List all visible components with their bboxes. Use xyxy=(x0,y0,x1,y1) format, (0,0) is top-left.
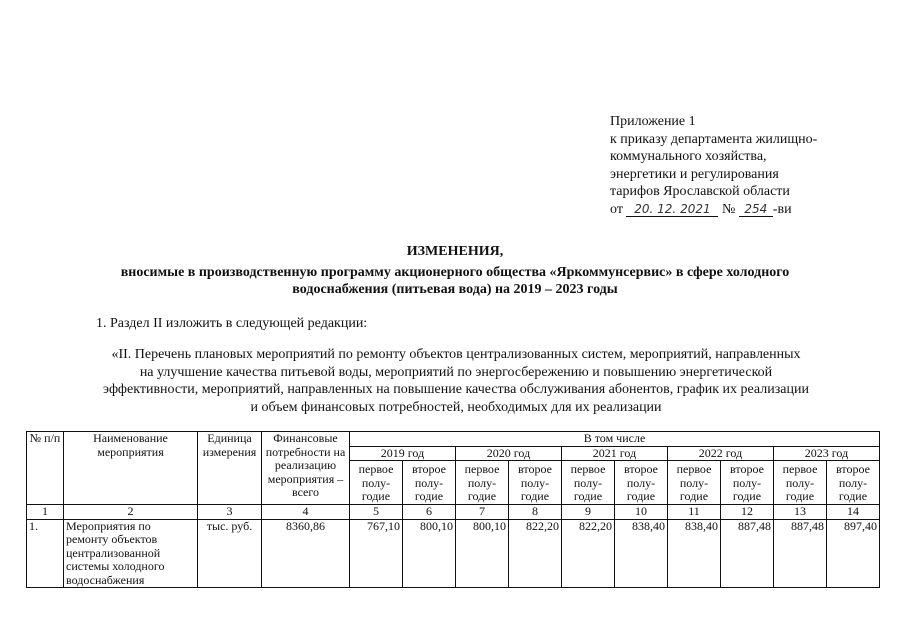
column-number: 10 xyxy=(615,504,668,519)
measures-table xyxy=(26,431,880,588)
header-year: 2022 год xyxy=(668,446,774,461)
table-header-row xyxy=(27,432,880,447)
header-first-half: первое полу-годие xyxy=(456,461,509,505)
appendix-line: коммунального хозяйства, xyxy=(610,149,767,164)
row-value: 838,40 xyxy=(668,519,721,588)
row-value: 822,20 xyxy=(562,519,615,588)
header-second-half: второе полу-годие xyxy=(827,461,880,505)
table-row xyxy=(27,519,880,588)
column-number: 4 xyxy=(262,504,350,519)
header-name: Наименование мероприятия xyxy=(64,432,198,505)
header-including: В том числе xyxy=(350,432,880,447)
header-year: 2020 год xyxy=(456,446,562,461)
number-suffix: -ви xyxy=(772,201,792,217)
header-second-half: второе полу-годие xyxy=(403,461,456,505)
column-number: 9 xyxy=(562,504,615,519)
section-instruction: 1. Раздел II изложить в следующей редакции: xyxy=(96,316,368,331)
header-second-half: второе полу-годие xyxy=(509,461,562,505)
header-second-half: второе полу-годие xyxy=(615,461,668,505)
column-number: 3 xyxy=(198,504,262,519)
header-first-half: первое полу-годие xyxy=(668,461,721,505)
column-number-row xyxy=(27,504,880,519)
header-finance: Финансовые потребности на реализацию мероприятия – всего xyxy=(262,432,350,505)
row-value: 838,40 xyxy=(615,519,668,588)
number-prefix: № xyxy=(721,201,736,217)
quote-line: эффективности, мероприятий, направленных на повышение качества обслуживания абонентов, график их реализации xyxy=(103,382,809,397)
header-first-half: первое полу-годие xyxy=(774,461,827,505)
header-first-half: первое полу-годие xyxy=(350,461,403,505)
document-subheading-line: водоснабжения (питьевая вода) на 2019 – 2023 годы xyxy=(292,282,618,297)
quote-line: на улучшение качества питьевой воды, мероприятий по энергосбережению и повышению энергетической xyxy=(139,364,773,380)
row-value: 897,40 xyxy=(827,519,880,588)
document-heading: ИЗМЕНЕНИЯ, xyxy=(406,244,504,259)
handwritten-number: 254 xyxy=(739,202,773,217)
row-name: Мероприятия по ремонту объектов централизованной системы холодного водоснабжения xyxy=(64,519,198,588)
column-number: 1 xyxy=(27,504,64,519)
column-number: 6 xyxy=(403,504,456,519)
row-total: 8360,86 xyxy=(262,519,350,588)
handwritten-date: 20. 12. 2021 xyxy=(626,202,718,217)
column-number: 14 xyxy=(827,504,880,519)
order-date-number-line xyxy=(610,201,880,219)
row-value: 800,10 xyxy=(456,519,509,588)
header-year: 2021 год xyxy=(562,446,668,461)
row-no: 1. xyxy=(27,519,64,588)
column-number: 13 xyxy=(774,504,827,519)
appendix-line: тарифов Ярославской области xyxy=(610,184,790,199)
row-value: 800,10 xyxy=(403,519,456,588)
section-quote xyxy=(56,346,856,416)
column-number: 2 xyxy=(64,504,198,519)
column-number: 5 xyxy=(350,504,403,519)
header-first-half: первое полу-годие xyxy=(562,461,615,505)
column-number: 7 xyxy=(456,504,509,519)
header-second-half: второе полу-годие xyxy=(721,461,774,505)
header-no: № п/п xyxy=(27,432,64,505)
document-subheading-line: вносимые в производственную программу акционерного общества «Яркоммунсервис» в сфере холодного xyxy=(120,265,790,280)
row-value: 887,48 xyxy=(721,519,774,588)
appendix-line: Приложение 1 xyxy=(610,114,696,129)
quote-line: «II. Перечень плановых мероприятий по ремонту объектов централизованных систем, мероприятий, направленных xyxy=(111,347,801,362)
row-value: 822,20 xyxy=(509,519,562,588)
header-year: 2019 год xyxy=(350,446,456,461)
quote-line: и объем финансовых потребностей, необходимых для их реализации xyxy=(250,399,662,415)
appendix-line: к приказу департамента жилищно- xyxy=(610,131,818,147)
appendix-block xyxy=(610,113,880,218)
row-unit: тыс. руб. xyxy=(198,519,262,588)
column-number: 8 xyxy=(509,504,562,519)
from-prefix: от xyxy=(610,201,623,217)
column-number: 11 xyxy=(668,504,721,519)
header-unit: Единица измерения xyxy=(198,432,262,505)
row-value: 887,48 xyxy=(774,519,827,588)
appendix-line: энергетики и регулирования xyxy=(610,166,779,182)
header-year: 2023 год xyxy=(774,446,880,461)
row-value: 767,10 xyxy=(350,519,403,588)
column-number: 12 xyxy=(721,504,774,519)
